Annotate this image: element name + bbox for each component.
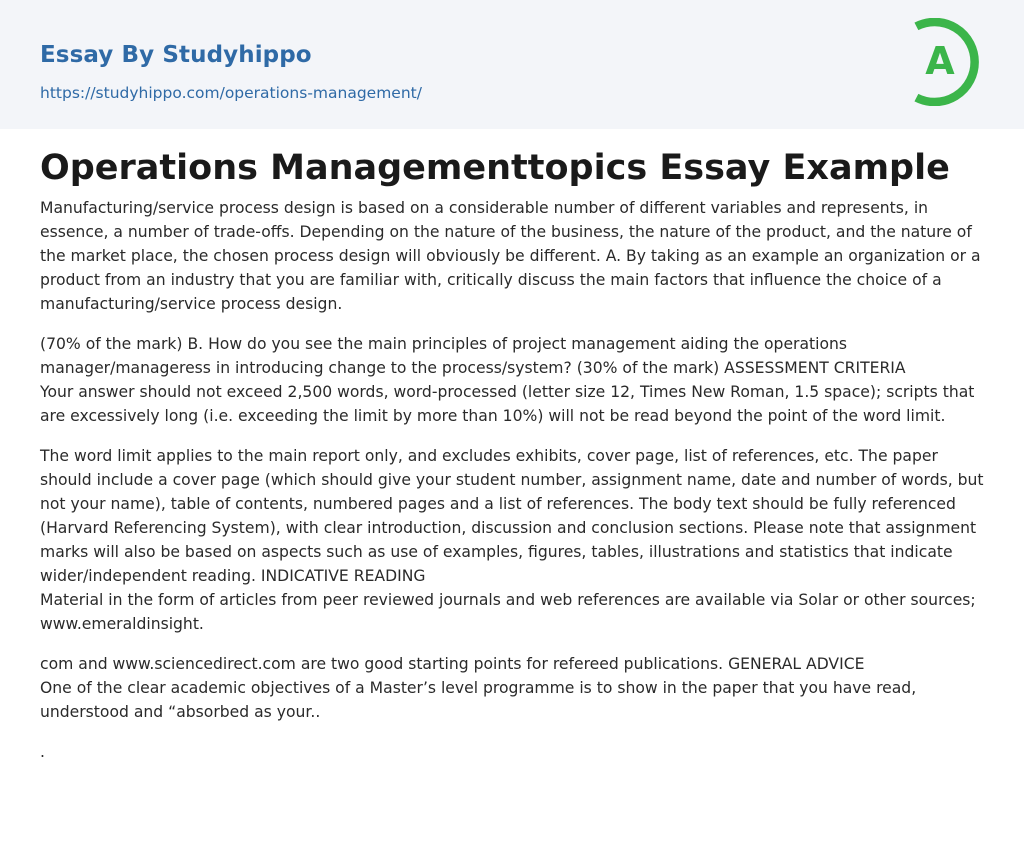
site-header	[0, 0, 1024, 129]
page-url-link[interactable]: https://studyhippo.com/operations-management/	[40, 84, 422, 102]
article-title: Operations Managementtopics Essay Example	[40, 148, 950, 188]
article-ellipsis: .	[40, 743, 45, 761]
article-paragraph: com and www.sciencedirect.com are two good starting points for refereed publications. GENERAL ADVICE One of the clear academic objectives of a Master’s level programme is to show in the paper that you have read, understood and “absorbed as your..	[40, 655, 917, 721]
studyhippo-logo-icon[interactable]	[908, 18, 988, 106]
logo-letter: A	[925, 39, 955, 83]
article-paragraph: The word limit applies to the main report only, and excludes exhibits, cover page, list of references, etc. The paper should include a cover page (which should give your student number, assignment name, date and number of words, but not your name), table of contents, numbered pages and a list of references. The body text should be fully referenced (Harvard Referencing System), with clear introduction, discussion and conclusion sections. Please note that assignment marks will also be based on aspects such as use of examples, figures, tables, illustrations and statistics that indicate wider/independent reading. INDICATIVE READING Material in the form of articles from peer reviewed journals and web references are available via Solar or other sources; www.emeraldinsight.	[40, 447, 984, 633]
article-paragraph: Manufacturing/service process design is based on a considerable number of different variables and represents, in essence, a number of trade-offs. Depending on the nature of the business, the nature of the product, and the nature of the market place, the chosen process design will obviously be different. A. By taking as an example an organization or a product from an industry that you are familiar with, critically discuss the main factors that influence the choice of a manufacturing/service process design.	[40, 199, 981, 313]
site-brand[interactable]: Essay By Studyhippo	[40, 42, 312, 68]
article	[40, 147, 984, 780]
article-paragraph: (70% of the mark) B. How do you see the main principles of project management aiding the operations manager/manageress in introducing change to the process/system? (30% of the mark) ASSESSMENT CRITERIA Your answer should not exceed 2,500 words, word-processed (letter size 12, Times New Roman, 1.5 space); scripts that are excessively long (i.e. exceeding the limit by more than 10%) will not be read beyond the point of the word limit.	[40, 335, 975, 425]
